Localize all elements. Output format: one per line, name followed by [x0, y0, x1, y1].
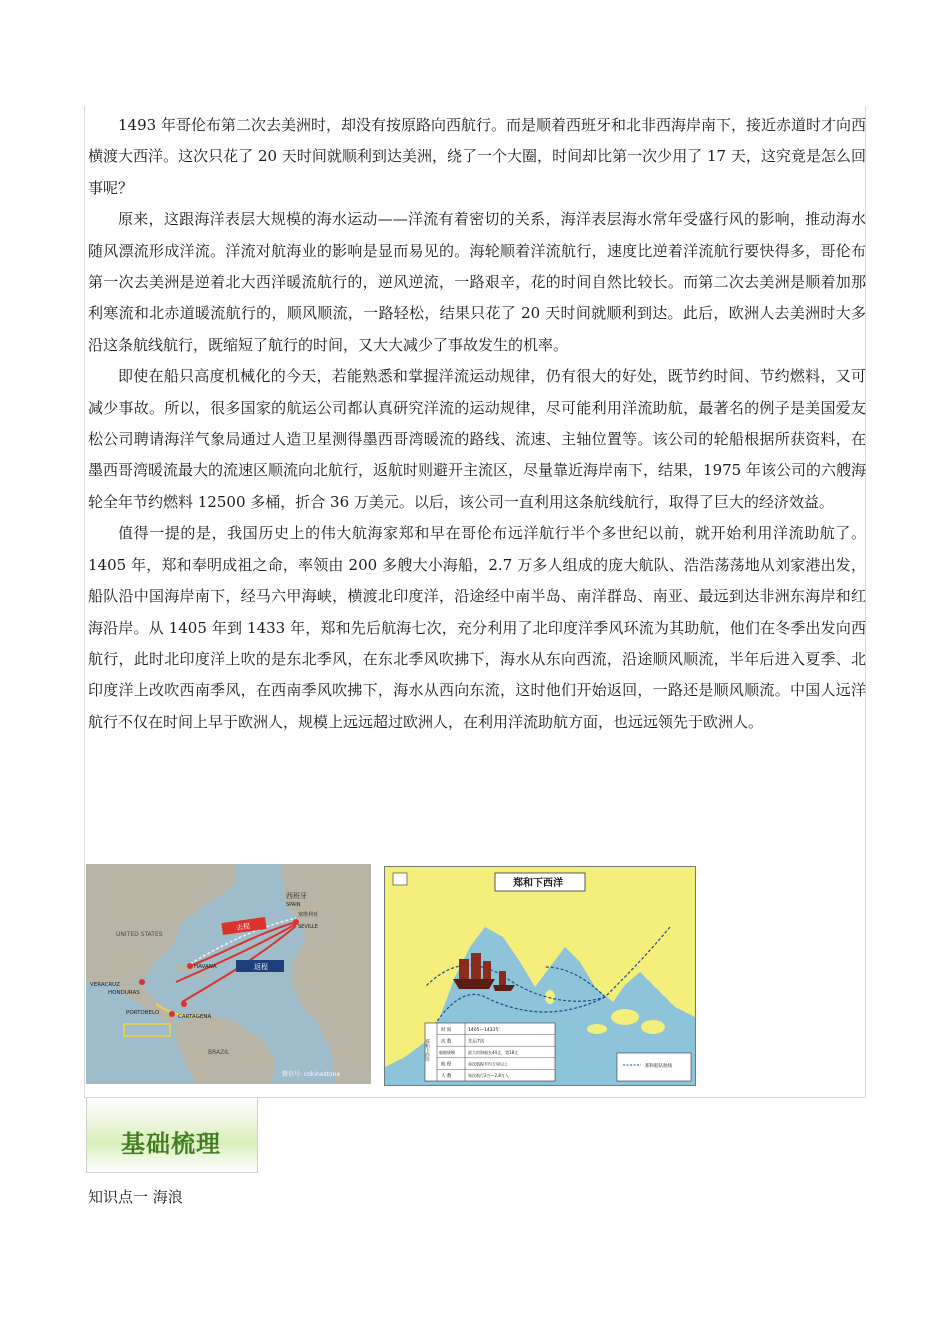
table-row-2-label: 次 数: [441, 1039, 452, 1045]
table-row-4-label: 航 程: [441, 1062, 452, 1068]
label-seville-cn: 塞维利亚: [298, 912, 319, 918]
map1-watermark: 微信号: cokinestone: [282, 1071, 341, 1078]
table-row-2-value: 先后7次: [468, 1039, 485, 1045]
paragraph-2: 原来，这跟海洋表层大规模的海水运动——洋流有着密切的关系，海洋表层海水常年受盛行风的影响，推动海水随风漂流形成洋流。洋流对航海业的影响是显而易见的。海轮顺着洋流航行，速度比逆着洋流航行要快得多，哥伦布第一次去美洲是逆着北大西洋暖流航行的，逆风逆流，一路艰辛，花的时间自然比较长。而第二次去美洲是顺着加那利寒流和北赤道暖流航行的，顺风顺流，一路轻松，结果只花了 20 天时间就顺利到达。此后，欧洲人去美洲时大多沿这条航线航行，既缩短了航行的时间，又大大减少了事故发生的机率。: [88, 210, 866, 354]
paragraph-3: 即使在船只高度机械化的今天，若能熟悉和掌握洋流运动规律，仍有很大的好处，既节约时间、节约燃料，又可减少事故。所以，很多国家的航运公司都认真研究洋流的运动规律，尽可能利用洋流助航，最著名的例子是美国爱友松公司聘请海洋气象局通过人造卫星测得墨西哥湾暖流的路线、流速、主轴位置等。该公司的轮船根据所获资料，在墨西哥湾暖流最大的流速区顺流向北航行，返航时则避开主流区，尽量靠近海岸南下，结果，1975 年该公司的六艘海轮全年节约燃料 12500 多桶，折合 36 万美元。以后，该公司一直利用这条航线航行，取得了巨大的经济效益。: [88, 367, 866, 511]
map2-title: 郑和下西洋: [513, 878, 563, 889]
table-row-1-label: 时 间: [441, 1028, 452, 1033]
paragraph-1: 1493 年哥伦布第二次去美洲时，却没有按原路向西航行。而是顺着西班牙和北非西海岸南下，接近赤道时才向西横渡大西洋。这次只花了 20 天时间就顺利到达美洲，绕了一个大圈，时间却比第一次少用了 17 天，这究竟是怎么回事呢？: [88, 116, 866, 197]
label-honduras: HONDURAS: [108, 990, 140, 996]
label-brazil: BRAZIL: [208, 1049, 230, 1056]
article-body: [88, 110, 866, 738]
table-row-3-value: 最大的海船长44丈，宽18丈: [468, 1050, 519, 1055]
zheng-he-voyage-map: [384, 866, 696, 1086]
label-outbound: 去程: [235, 922, 251, 933]
table-row-4-value: 每次航程平均万里以上: [468, 1061, 508, 1067]
label-portobelo: PORTOBELO: [126, 1010, 160, 1016]
table-row-3-label: 船舶规模: [439, 1050, 455, 1055]
table-side-label: 郑和下西洋: [424, 1039, 430, 1062]
label-spain: 西班牙: [286, 892, 307, 900]
atlantic-route-map: [86, 864, 371, 1084]
table-row-5-label: 人 数: [441, 1074, 452, 1079]
legend-route: 郑和船队航线: [645, 1064, 672, 1069]
label-havana: HAVANA: [194, 964, 217, 970]
section-badge-title: 基础梳理: [121, 1130, 221, 1158]
label-return: 返程: [254, 963, 268, 971]
paragraph-4: 值得一提的是，我国历史上的伟大航海家郑和早在哥伦布远洋航行半个多世纪以前，就开始利用洋流助航了。1405 年，郑和奉明成祖之命，率领由 200 多艘大小海船，2.7 万多人组成的庞大航队、浩浩荡荡地从刘家港出发，船队沿中国海岸南下，经马六甲海峡，横渡北印度洋，沿途经中南半岛、南洋群岛、南亚、最远到达非洲东海岸和红海沿岸。从 1405 年到 1433 年，郑和先后航海七次，充分利用了北印度洋季风环流为其助航，他们在冬季出发向西航行，此时北印度洋上吹的是东北季风，在东北季风吹拂下，海水从东向西流，沿途顺风顺流，半年后进入夏季、北印度洋上改吹西南季风，在西南季风吹拂下，海水从西向东流，这时他们开始返回，一路还是顺风顺流。中国人远洋航行不仅在时间上早于欧洲人，规模上远远超过欧洲人，在利用洋流助航方面，也远远领先于欧洲人。: [88, 524, 866, 731]
table-row-1-value: 1405—1433年: [468, 1028, 500, 1033]
section-badge: [86, 1098, 258, 1173]
table-row-5-value: 每次航行2万—2.8万人: [468, 1073, 509, 1078]
knowledge-point-heading: 知识点一 海浪: [88, 1188, 183, 1206]
label-cartagena: CARTAGENA: [178, 1014, 212, 1020]
label-veracruz: VERACRUZ: [90, 982, 120, 988]
label-united-states: UNITED STATES: [116, 931, 163, 938]
label-seville: SEVILLE: [298, 924, 318, 930]
label-spain-en: SPAIN: [286, 902, 301, 908]
